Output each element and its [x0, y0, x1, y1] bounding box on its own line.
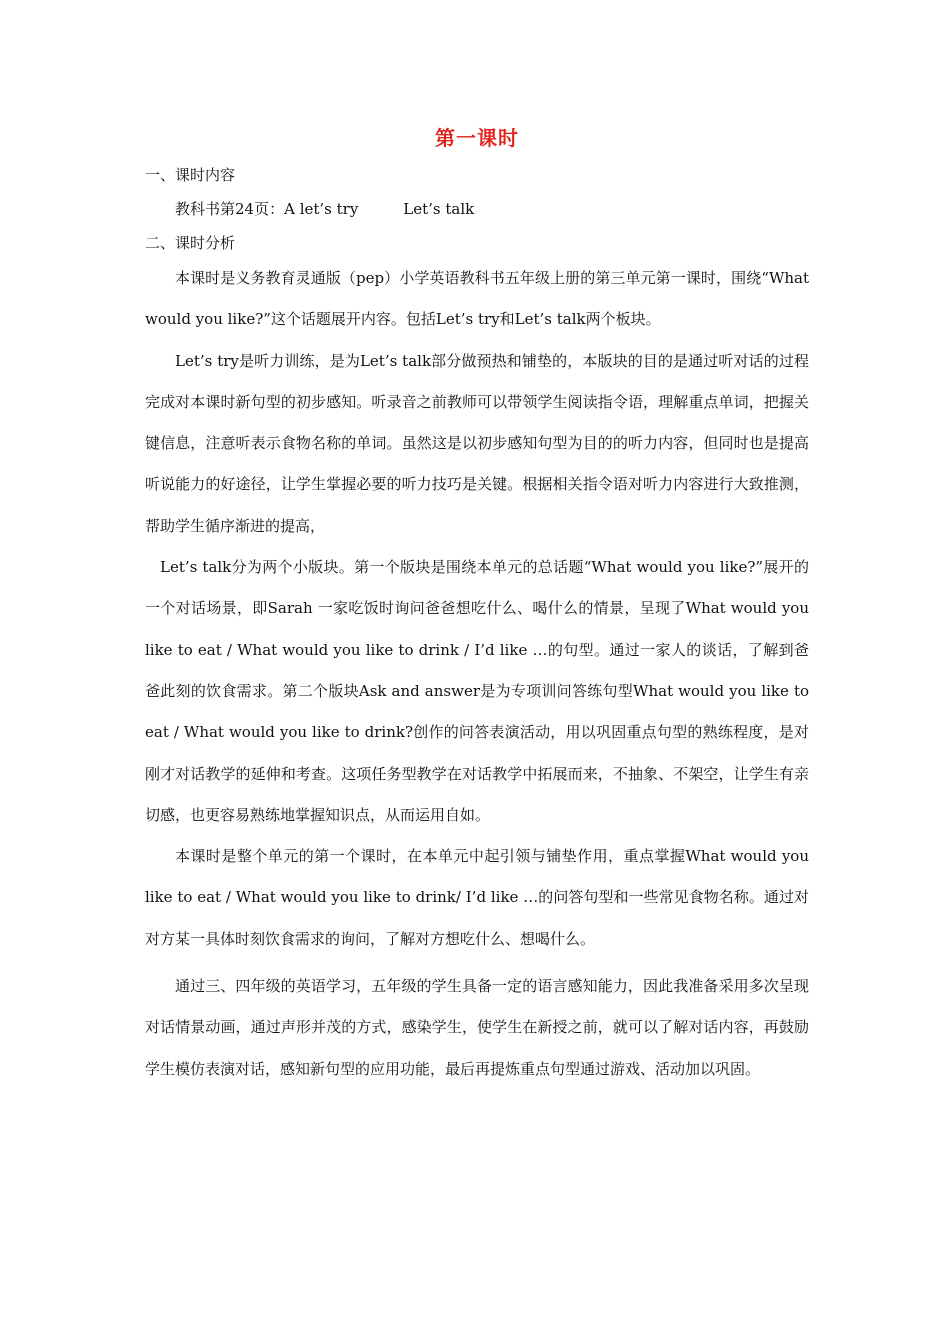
paragraph-lets-talk: Let’s talk分为两个小版块。第一个版块是围绕本单元的总话题“What would you like?”展开的一个对话场景，即Sarah 一家吃饭时询问爸爸想吃什么、喝什么的情景，呈现了What would you like to eat / What would you like to drink / I’d like …的句型。通过一家人的谈话，了解到爸爸此刻的饮食需求。第二个版块Ask and answer是为专项训问答练句型What would you like to eat / What would you like to drink?创作的问答表演活动，用以巩固重点句型的熟练程度，是对刚才对话教学的延伸和考查。这项任务型教学在对话教学中拓展而来，不抽象、不架空，让学生有亲切感，也更容易熟练地掌握知识点，从而运用自如。 — [145, 558, 809, 824]
paragraph-teaching-plan: 通过三、四年级的英语学习，五年级的学生具备一定的语言感知能力，因此我准备采用多次呈现对话情景动画，通过声形并茂的方式，感染学生，使学生在新授之前，就可以了解对话内容，再鼓励学生模仿表演对话，感知新句型的应用功能，最后再提炼重点句型通过游戏、活动加以巩固。 — [145, 977, 809, 1078]
paragraph-lets-try: Let’s try是听力训练，是为Let’s talk部分做预热和铺垫的，本版块的目的是通过听对话的过程完成对本课时新句型的初步感知。听录音之前教师可以带领学生阅读指令语，理解重点单词，把握关键信息，注意听表示食物名称的单词。虽然这是以初步感知句型为目的的听力内容，但同时也是提高听说能力的好途径，让学生掌握必要的听力技巧是关键。根据相关指令语对听力内容进行大致推测，帮助学生循序渐进的提高， — [145, 351, 809, 535]
paragraph-overview: 本课时是义务教育灵通版（pep）小学英语教科书五年级上册的第三单元第一课时，围绕“What would you like?”这个话题展开内容。包括Let’s try和Let’s talk两个板块。 — [145, 269, 809, 329]
paragraph-textbook-pages: 教科书第24页：A let’s try Let’s talk — [175, 200, 475, 218]
section-heading-analysis: 二、课时分析 — [145, 234, 236, 252]
section-heading-content: 一、课时内容 — [145, 166, 236, 184]
page-title: 第一课时 — [435, 126, 519, 150]
document-page — [145, 120, 809, 1090]
paragraph-unit-role: 本课时是整个单元的第一个课时，在本单元中起引领与铺垫作用，重点掌握What would you like to eat / What would you like to drink/ I’d like …的问答句型和一些常见食物名称。通过对对方某一具体时刻饮食需求的询问，了解对方想吃什么、想喝什么。 — [145, 847, 809, 948]
